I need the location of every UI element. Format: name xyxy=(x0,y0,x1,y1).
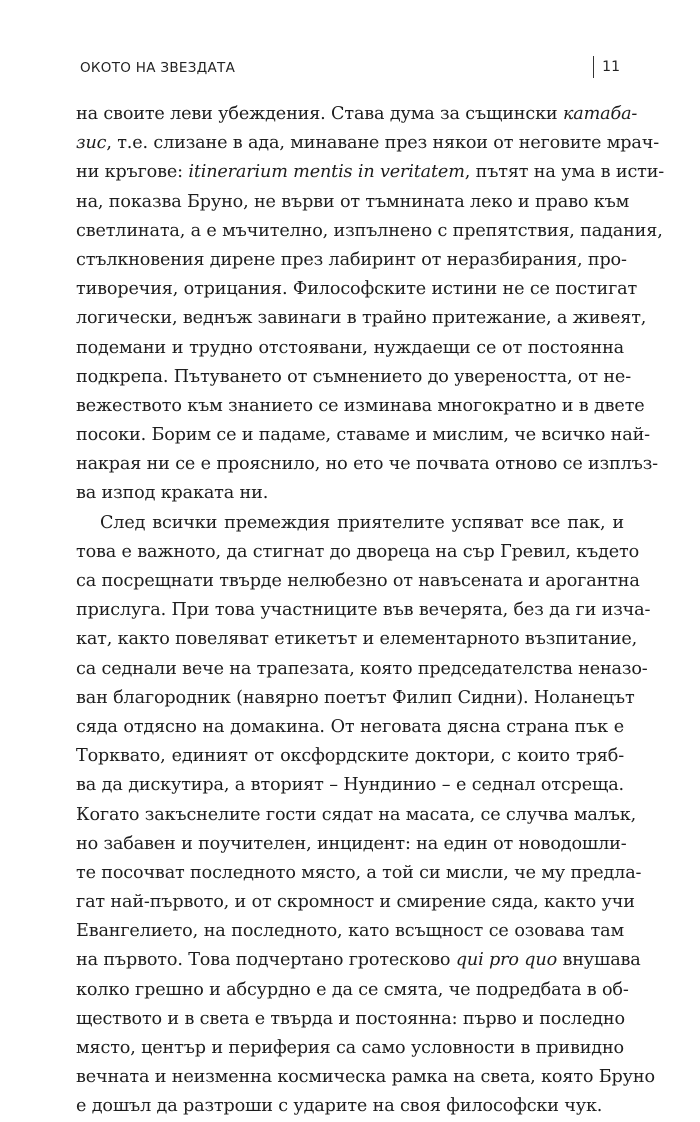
text-span: вежеството към знанието се изминава многократно и в двете xyxy=(76,395,645,416)
text-line xyxy=(76,450,658,479)
text-line xyxy=(76,1063,655,1092)
text-span: вечната и неизменна космическа рамка на света, която Бруно xyxy=(76,1067,655,1088)
text-span: гат най-първото, и от скромност и смирение сяда, както учи xyxy=(76,892,635,913)
italic-span: itinerarium mentis in veritatem xyxy=(188,162,465,183)
text-line xyxy=(76,188,630,217)
text-line xyxy=(76,392,645,421)
page-number: 11 xyxy=(602,59,620,75)
text-line xyxy=(76,1005,624,1034)
italic-span: катаба- xyxy=(562,104,638,124)
text-span: прислуга. При това участниците във вечерята, без да ги изча- xyxy=(76,600,651,621)
text-span: тиворечия, отрицания. Философските истини не се постигат xyxy=(76,279,638,300)
text-span: но забавен и поучителен, инцидент: на един от новодошли- xyxy=(76,833,627,854)
text-span: е дошъл да разтроши с ударите на своя философски чук. xyxy=(76,1096,603,1117)
text-span: внушава xyxy=(557,950,641,971)
text-line xyxy=(76,538,640,567)
text-span: подемани и трудно отстоявани, нуждаещи се от постоянна xyxy=(76,337,624,358)
text-span: Торквато, единият от оксфордските доктори, с които тряб- xyxy=(76,746,624,767)
italic-span: зис xyxy=(76,133,107,154)
text-line xyxy=(76,129,659,158)
text-span: логически, веднъж завинаги в трайно притежание, а живеят, xyxy=(76,308,647,329)
text-line xyxy=(76,801,637,830)
text-span: на, показва Бруно, не върви от тъмнината леко и право към xyxy=(76,191,630,212)
text-line xyxy=(76,1034,624,1063)
text-span: светлината, а е мъчително, изпълнено с препятствия, падания, xyxy=(76,220,663,241)
running-header xyxy=(80,56,620,82)
text-span: посоки. Борим се и падаме, ставаме и мислим, че всичко най- xyxy=(76,425,650,446)
text-line xyxy=(76,684,635,713)
text-span: подкрепа. Пътуването от съмнението до увереността, от не- xyxy=(76,366,631,387)
text-line xyxy=(76,246,627,275)
text-span: колко грешно и абсурдно е да се смята, че подредбата в об- xyxy=(76,979,629,1000)
text-line xyxy=(76,1092,624,1121)
text-line xyxy=(76,946,641,975)
text-span: са посрещнати твърде нелюбезно от навъсената и арогантна xyxy=(76,571,640,591)
text-span: ва да дискутира, а вторият – Нундинио – е седнал отсреща. xyxy=(76,775,624,796)
text-line xyxy=(76,888,635,917)
text-span: ван благородник (навярно поетът Филип Сидни). Ноланецът xyxy=(76,687,635,708)
text-line xyxy=(76,421,650,450)
text-line xyxy=(76,217,663,246)
text-span: ва изпод краката ни. xyxy=(76,483,269,504)
text-line xyxy=(76,713,624,742)
text-span: накрая ни се е прояснило, но ето че почвата отново се изплъз- xyxy=(76,454,658,475)
text-span: те посочват последното място, а той си мисли, че му предла- xyxy=(76,862,642,883)
text-line xyxy=(76,158,665,187)
text-line xyxy=(76,830,627,859)
text-span: на своите леви убеждения. Става дума за същински xyxy=(76,104,563,124)
text-span: , т.е. слизане в ада, минаване през някои от неговите мрач- xyxy=(106,133,659,154)
text-line xyxy=(76,479,624,508)
text-line xyxy=(76,304,647,333)
text-span: Евангелието, на последното, като всъщност се озовава там xyxy=(76,921,624,942)
text-span: място, център и периферия са само условности в привидно xyxy=(76,1038,624,1058)
text-line xyxy=(76,567,640,596)
text-span: ществото и в света е твърда и постоянна: първо и последно xyxy=(76,1008,625,1029)
text-line xyxy=(76,509,624,538)
header-divider xyxy=(593,56,594,78)
body-text xyxy=(76,100,665,1122)
text-line xyxy=(76,334,624,363)
text-line xyxy=(76,742,624,771)
text-span: ни кръгове: xyxy=(76,162,189,183)
text-line xyxy=(76,976,629,1005)
text-line xyxy=(76,363,631,392)
text-line xyxy=(76,771,624,800)
text-span: на първото. Това подчертано гротесково xyxy=(76,950,456,971)
text-span: сяда отдясно на домакина. От неговата дясна страна пък е xyxy=(76,716,624,737)
text-span: Когато закъснелите гости сядат на масата, се случва малък, xyxy=(76,804,637,825)
text-line xyxy=(76,100,638,129)
text-line xyxy=(76,917,624,946)
text-line xyxy=(76,625,638,654)
text-line xyxy=(76,859,642,888)
text-line xyxy=(76,655,648,684)
running-title: ОКОТО НА ЗВЕЗДАТА xyxy=(80,60,236,76)
text-line xyxy=(76,596,651,625)
page-number-block xyxy=(593,56,620,78)
text-span: кат, както повеляват етикетът и елементарното възпитание, xyxy=(76,629,638,650)
text-line xyxy=(76,275,638,304)
text-span: , пътят на ума в исти- xyxy=(464,162,665,183)
text-span: са седнали вече на трапезата, която председателства неназо- xyxy=(76,658,648,679)
italic-span: qui pro quo xyxy=(455,950,558,971)
text-span: това е важното, да стигнат до двореца на сър Гревил, където xyxy=(76,541,640,562)
text-span: След всички премеждия приятелите успяват все пак, и xyxy=(100,512,624,533)
text-span: стълкновения дирене през лабиринт от неразбирания, про- xyxy=(76,249,627,270)
